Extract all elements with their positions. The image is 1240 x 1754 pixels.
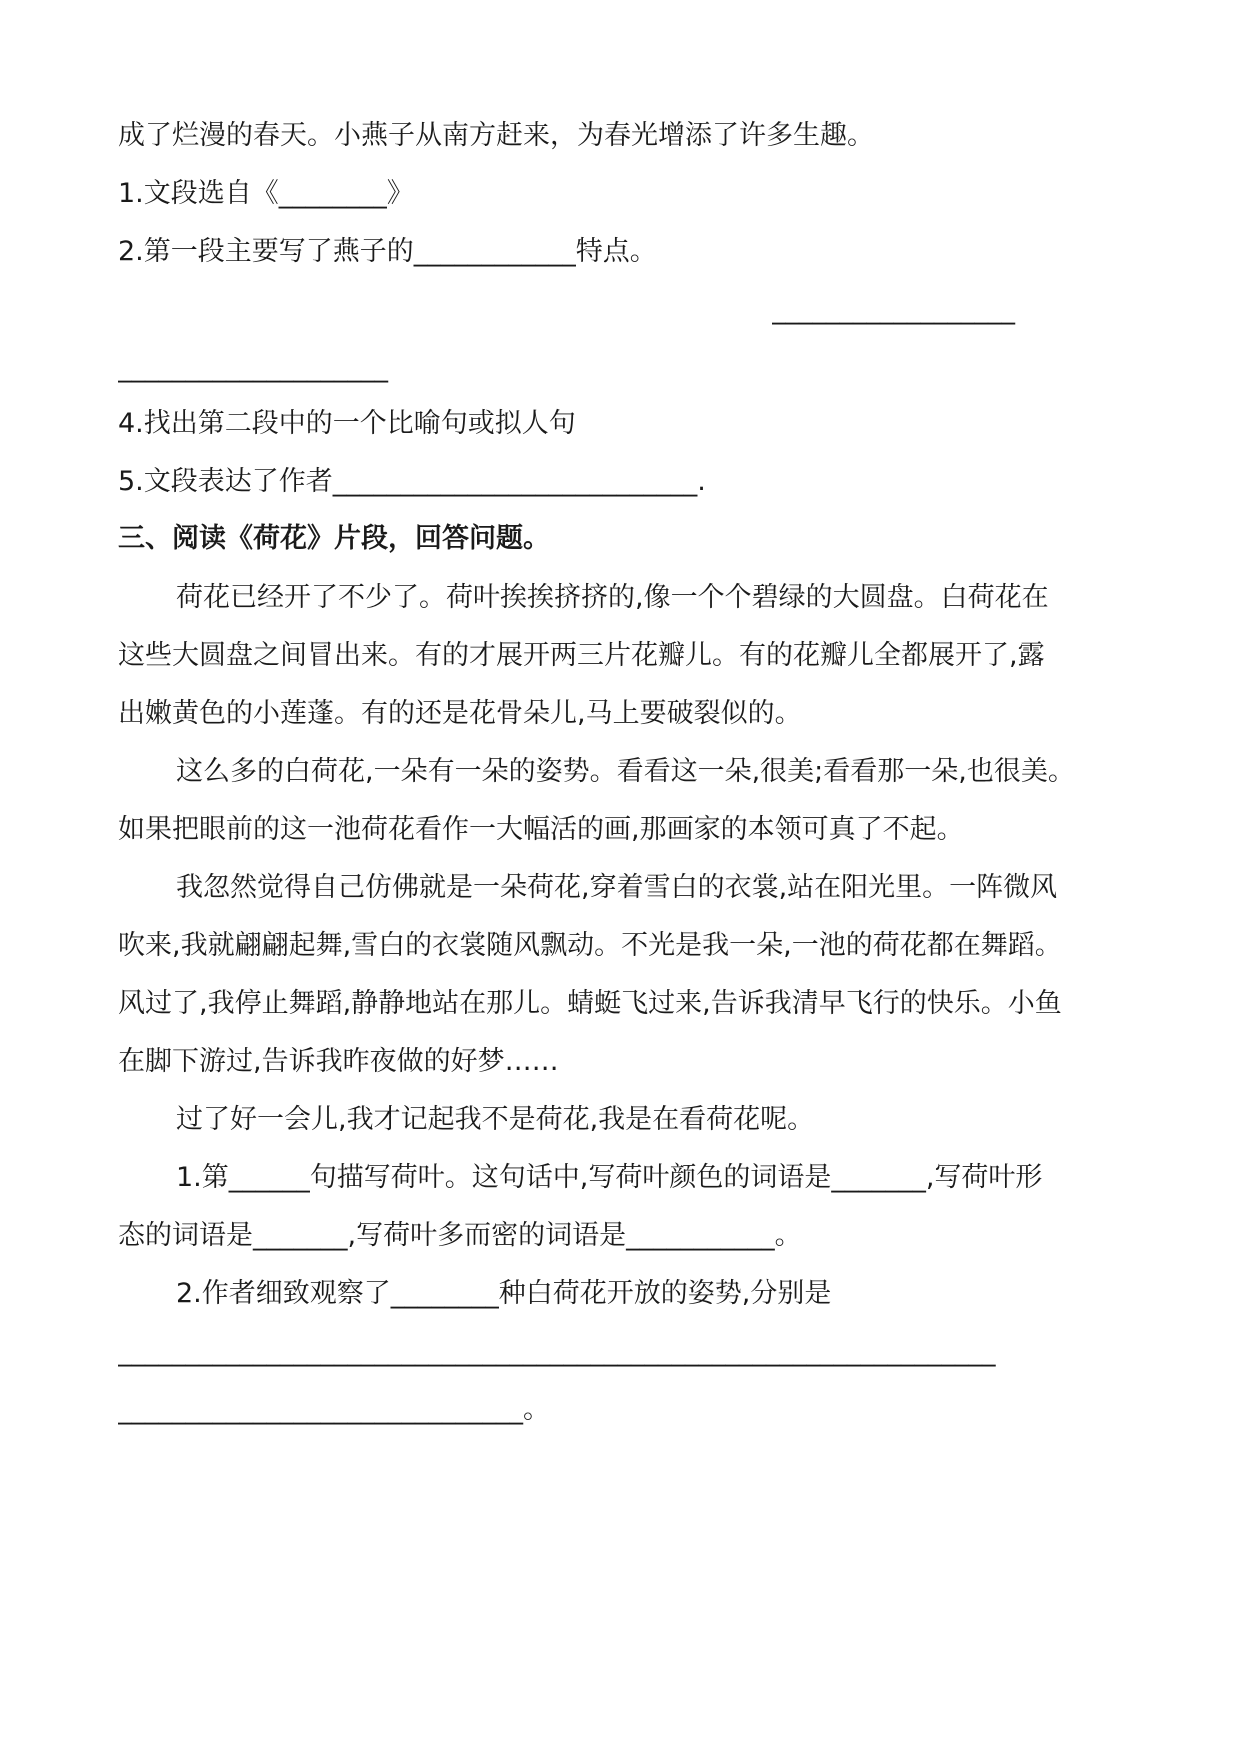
lotus-passage-line: 过了好一会儿,我才记起我不是荷花,我是在看荷花呢。	[176, 1104, 815, 1135]
question-5-emotion: 5.文段表达了作者___________________________.	[118, 466, 706, 497]
answer-blank-line: _________________________________________________________________	[118, 1336, 996, 1367]
lotus-passage-line: 出嫩黄色的小莲蓬。有的还是花骨朵儿,马上要破裂似的。	[118, 698, 802, 729]
lotus-passage-line: 在脚下游过,告诉我昨夜做的好梦……	[118, 1046, 559, 1077]
question-2-feature: 2.第一段主要写了燕子的____________特点。	[118, 236, 657, 267]
question-4-metaphor: 4.找出第二段中的一个比喻句或拟人句	[118, 408, 576, 439]
passage-line: 成了烂漫的春天。小燕子从南方赶来，为春光增添了许多生趣。	[118, 120, 874, 151]
lotus-question-2: 2.作者细致观察了________种白荷花开放的姿势,分别是	[176, 1278, 832, 1309]
lotus-passage-line: 吹来,我就翩翩起舞,雪白的衣裳随风飘动。不光是我一朵,一池的荷花都在舞蹈。	[118, 930, 1062, 961]
lotus-passage-line: 如果把眼前的这一池荷花看作一大幅活的画,那画家的本领可真了不起。	[118, 814, 964, 845]
lotus-passage-line: 我忽然觉得自己仿佛就是一朵荷花,穿着雪白的衣裳,站在阳光里。一阵微风	[176, 872, 1058, 903]
lotus-passage-line: 荷花已经开了不少了。荷叶挨挨挤挤的,像一个个碧绿的大圆盘。白荷花在	[176, 582, 1049, 613]
lotus-passage-line: 这些大圆盘之间冒出来。有的才展开两三片花瓣儿。有的花瓣儿全都展开了,露	[118, 640, 1045, 671]
answer-blank: __________________	[772, 294, 1015, 325]
lotus-question-1: 1.第______句描写荷叶。这句话中,写荷叶颜色的词语是_______,写荷叶形	[176, 1162, 1043, 1193]
section-3-heading: 三、阅读《荷花》片段，回答问题。	[118, 523, 550, 554]
lotus-passage-line: 风过了,我停止舞蹈,静静地站在那儿。蜻蜓飞过来,告诉我清早飞行的快乐。小鱼	[118, 988, 1062, 1019]
lotus-question-1-cont: 态的词语是_______,写荷叶多而密的词语是___________。	[118, 1220, 802, 1251]
answer-blank-line: ______________________________。	[118, 1394, 550, 1425]
question-1-source: 1.文段选自《________》	[118, 178, 414, 209]
lotus-passage-line: 这么多的白荷花,一朵有一朵的姿势。看看这一朵,很美;看看那一朵,也很美。	[176, 756, 1075, 787]
answer-blank-line: ____________________	[118, 352, 388, 383]
